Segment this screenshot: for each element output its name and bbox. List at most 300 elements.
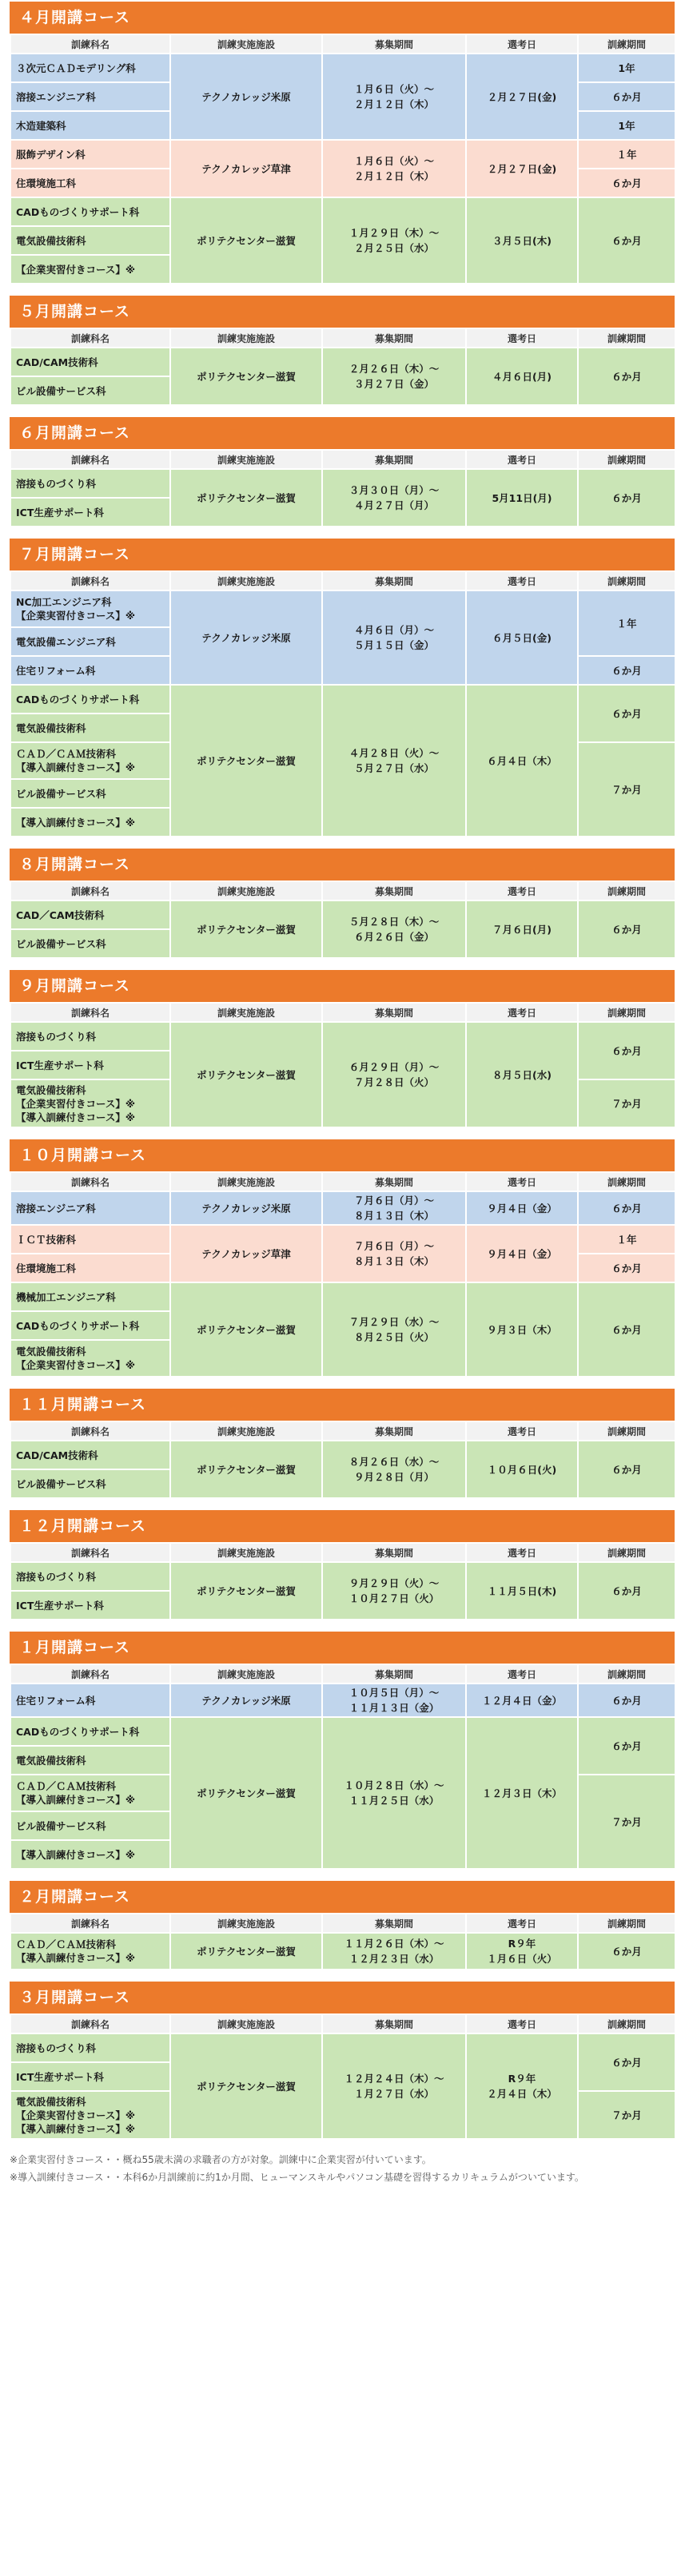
column-header: 訓練科名	[10, 328, 170, 348]
facility-cell	[170, 1282, 322, 1377]
column-header: 訓練科名	[10, 1543, 170, 1562]
course-name	[10, 498, 170, 527]
month-title: ９月開講コース	[10, 970, 675, 1002]
course-name-line: CADものづくりサポート科	[16, 693, 140, 706]
course-name-line: 溶接ものづくり科	[16, 1030, 97, 1043]
course-name-line: 【導入訓練付きコース】※	[16, 761, 136, 773]
course-name-line: ビル設備サービス科	[16, 1477, 106, 1490]
exam-date-cell	[466, 348, 578, 405]
table-row	[10, 469, 675, 498]
footnote: ※導入訓練付きコース・・本科6か月訓練前に約1か月間、ヒューマンスキルやパソコン基礎を習得するカリキュラムがついています。	[10, 2172, 584, 2183]
exam-date-cell-line: １０月６日(火)	[487, 1463, 557, 1476]
column-header: 訓練科名	[10, 571, 170, 590]
table-header-row	[10, 1172, 675, 1191]
column-header: 訓練科名	[10, 881, 170, 900]
column-header: 訓練実施施設	[170, 1421, 322, 1441]
month-title: １１月開講コース	[10, 1389, 675, 1421]
exam-date-cell	[466, 1191, 578, 1225]
exam-date-cell	[466, 1684, 578, 1717]
table-row	[10, 685, 675, 714]
facility-cell-line: ポリテクセンター滋賀	[197, 371, 296, 383]
exam-date-cell-line: ２月４日（木）	[487, 2088, 557, 2100]
duration-cell-line: ６か月	[611, 235, 642, 247]
course-name	[10, 1191, 170, 1225]
duration-cell-line: ６か月	[611, 1946, 642, 1958]
course-name-line: 【企業実習付きコース】※	[16, 610, 136, 622]
facility-cell-line: ポリテクセンター滋賀	[197, 2081, 296, 2093]
facility-cell-line: ポリテクセンター滋賀	[197, 924, 296, 936]
month-section	[10, 970, 675, 1128]
course-name-line: 電気設備技術科	[16, 722, 86, 734]
course-name-line: ビル設備サービス科	[16, 384, 106, 397]
duration-cell	[578, 1079, 675, 1127]
facility-cell-line: ポリテクセンター滋賀	[197, 1324, 296, 1336]
column-header: 訓練期間	[578, 1543, 675, 1562]
recruit-period-cell-line: ８月２５日（火）	[353, 1331, 434, 1343]
course-name-line: 電気設備技術科	[16, 234, 86, 247]
course-name-line: ICT生産サポート科	[16, 2070, 104, 2083]
course-name-line: 電気設備技術科	[16, 1346, 86, 1358]
month-section	[10, 1632, 675, 1870]
course-name	[10, 111, 170, 140]
duration-cell	[578, 1254, 675, 1282]
column-header: 訓練科名	[10, 1003, 170, 1022]
exam-date-cell-line: R９年	[508, 2073, 536, 2085]
course-name-line: 【導入訓練付きコース】※	[16, 816, 136, 829]
column-header: 選考日	[466, 571, 578, 590]
course-name	[10, 1441, 170, 1469]
month-title: ５月開講コース	[10, 296, 675, 328]
month-title: ４月開講コース	[10, 2, 675, 34]
course-name	[10, 1811, 170, 1840]
recruit-period-cell	[322, 197, 466, 284]
month-title: ７月開講コース	[10, 539, 675, 570]
column-header: 選考日	[466, 450, 578, 469]
table-row	[10, 54, 675, 82]
course-name	[10, 1225, 170, 1254]
duration-cell	[578, 2091, 675, 2139]
duration-cell-line: ６か月	[611, 1262, 642, 1274]
facility-cell	[170, 900, 322, 958]
exam-date-cell	[466, 1282, 578, 1377]
course-name	[10, 1775, 170, 1811]
month-title: ３月開講コース	[10, 1982, 675, 2013]
course-name	[10, 169, 170, 197]
course-name-line: 電気設備技術科	[16, 1083, 86, 1096]
column-header: 訓練期間	[578, 2014, 675, 2033]
recruit-period-cell-line: １０月２８日（水）～	[344, 1779, 444, 1791]
column-header: 選考日	[466, 1664, 578, 1684]
exam-date-cell	[466, 1022, 578, 1127]
course-name	[10, 376, 170, 405]
facility-cell	[170, 2033, 322, 2139]
column-header: 訓練期間	[578, 571, 675, 590]
recruit-period-cell-line: ６月２６日（金）	[353, 931, 434, 943]
course-name	[10, 1079, 170, 1127]
exam-date-cell	[466, 1717, 578, 1869]
recruit-period-cell-line: ３月２７日（金）	[353, 378, 434, 390]
course-name	[10, 1469, 170, 1498]
duration-cell-line: ６か月	[611, 177, 642, 189]
column-header: 訓練期間	[578, 1003, 675, 1022]
exam-date-cell	[466, 54, 578, 140]
table-row	[10, 348, 675, 376]
table-row	[10, 1022, 675, 1051]
exam-date-cell	[466, 900, 578, 958]
course-table	[10, 1002, 676, 1128]
recruit-period-cell	[322, 1441, 466, 1498]
month-section	[10, 296, 675, 406]
course-table	[10, 1913, 676, 1970]
course-name-line: 住環境施工科	[16, 1262, 77, 1274]
recruit-period-cell	[322, 348, 466, 405]
table-header-row	[10, 1421, 675, 1441]
course-name-line: 電気設備技術科	[16, 1754, 86, 1767]
course-name	[10, 1933, 170, 1970]
column-header: 訓練実施施設	[170, 881, 322, 900]
course-name-line: 【企業実習付きコース】※	[16, 2109, 136, 2121]
course-table	[10, 570, 676, 837]
facility-cell-line: ポリテクセンター滋賀	[197, 235, 296, 247]
month-section	[10, 1881, 675, 1970]
duration-cell	[578, 111, 675, 140]
duration-cell	[578, 1022, 675, 1079]
recruit-period-cell-line: １月２９日（木）～	[348, 227, 440, 239]
exam-date-cell	[466, 197, 578, 284]
duration-cell	[578, 1562, 675, 1620]
exam-date-cell-line: 5月11日(月)	[492, 491, 552, 504]
course-name-line: 溶接エンジニア科	[16, 1202, 96, 1214]
column-header: 募集期間	[322, 1543, 466, 1562]
exam-date-cell	[466, 1562, 578, 1620]
recruit-period-cell-line: ９月２８日（月）	[353, 1471, 434, 1483]
course-table	[10, 34, 676, 284]
exam-date-cell-line: ６月５日(金)	[492, 631, 552, 644]
column-header: 訓練科名	[10, 1914, 170, 1933]
course-name-line: 住環境施工科	[16, 177, 77, 189]
recruit-period-cell-line: ９月２９日（火）～	[348, 1577, 440, 1589]
exam-date-cell-line: ３月５日(木)	[492, 234, 552, 247]
duration-cell-line: １年	[616, 618, 637, 630]
exam-date-cell-line: R９年	[508, 1938, 536, 1950]
facility-cell	[170, 348, 322, 405]
column-header: 訓練科名	[10, 1421, 170, 1441]
table-header-row	[10, 2014, 675, 2033]
column-header: 訓練期間	[578, 1664, 675, 1684]
course-name	[10, 54, 170, 82]
duration-cell	[578, 197, 675, 284]
course-name	[10, 1254, 170, 1282]
course-name-line: ＣＡＤ／ＣＡＭ技術科	[16, 1780, 117, 1792]
column-header: 訓練科名	[10, 34, 170, 54]
column-header: 訓練期間	[578, 881, 675, 900]
exam-date-cell	[466, 685, 578, 837]
course-name-line: 【導入訓練付きコース】※	[16, 1794, 136, 1806]
course-name	[10, 808, 170, 837]
course-name	[10, 742, 170, 779]
course-name	[10, 348, 170, 376]
course-name-line: NC加工エンジニア科	[16, 596, 112, 608]
duration-cell	[578, 1225, 675, 1254]
exam-date-cell	[466, 1933, 578, 1970]
column-header: 募集期間	[322, 450, 466, 469]
duration-cell	[578, 590, 675, 656]
facility-cell	[170, 590, 322, 685]
exam-date-cell-line: ４月６日(月)	[492, 370, 552, 383]
duration-cell	[578, 1775, 675, 1869]
duration-cell-line: ７か月	[611, 2109, 642, 2121]
column-header: 募集期間	[322, 1172, 466, 1191]
table-header-row	[10, 571, 675, 590]
recruit-period-cell	[322, 685, 466, 837]
duration-cell	[578, 1282, 675, 1377]
exam-date-cell-line: １月６日（火）	[487, 1953, 557, 1965]
course-name	[10, 469, 170, 498]
course-name	[10, 714, 170, 742]
facility-cell-line: ポリテクセンター滋賀	[197, 1585, 296, 1597]
month-title: ６月開講コース	[10, 417, 675, 449]
course-name-line: 【企業実習付きコース】※	[16, 263, 136, 276]
facility-cell-line: ポリテクセンター滋賀	[197, 1787, 296, 1799]
facility-cell	[170, 685, 322, 837]
table-header-row	[10, 1914, 675, 1933]
column-header: 訓練期間	[578, 328, 675, 348]
course-table	[10, 449, 676, 527]
course-name	[10, 1051, 170, 1079]
column-header: 募集期間	[322, 571, 466, 590]
course-name-line: ビル設備サービス科	[16, 787, 106, 800]
column-header: 選考日	[466, 34, 578, 54]
exam-date-cell-line: ９月４日（金）	[487, 1247, 557, 1260]
recruit-period-cell-line: ４月２７日（月）	[353, 499, 434, 511]
course-name	[10, 1022, 170, 1051]
course-name-line: ＣＡＤ／ＣＡＭ技術科	[16, 1938, 117, 1950]
recruit-period-cell-line: ７月２９日（水）～	[348, 1316, 440, 1328]
table-row	[10, 1562, 675, 1591]
course-name-line: CAD／CAM技術科	[16, 908, 105, 921]
recruit-period-cell-line: ５月２７日（水）	[353, 762, 434, 774]
month-section	[10, 1139, 675, 1377]
column-header: 訓練実施施設	[170, 2014, 322, 2033]
recruit-period-cell-line: ５月１５日（金）	[353, 639, 434, 651]
recruit-period-cell-line: １月６日（火）～	[353, 155, 434, 167]
recruit-period-cell	[322, 900, 466, 958]
duration-cell	[578, 742, 675, 837]
recruit-period-cell-line: １２月２３日（水）	[348, 1953, 440, 1965]
column-header: 訓練実施施設	[170, 1914, 322, 1933]
facility-cell	[170, 54, 322, 140]
footnote: ※企業実習付きコース・・概ね55歳未満の求職者の方が対象。訓練中に企業実習が付いています。	[10, 2154, 432, 2165]
duration-cell	[578, 685, 675, 742]
duration-cell-line: ６か月	[611, 2057, 642, 2069]
recruit-period-cell-line: ２月１２日（木）	[353, 98, 434, 110]
facility-cell-line: ポリテクセンター滋賀	[197, 1464, 296, 1476]
recruit-period-cell-line: １１月２６日（木）～	[344, 1938, 444, 1950]
month-title: １２月開講コース	[10, 1510, 675, 1542]
course-name-line: 溶接ものづくり科	[16, 2041, 97, 2054]
footnotes	[10, 2151, 675, 2186]
recruit-period-cell	[322, 1191, 466, 1225]
duration-cell	[578, 140, 675, 169]
recruit-period-cell-line: ２月２６日（木）～	[348, 363, 440, 375]
table-row	[10, 197, 675, 226]
table-header-row	[10, 1003, 675, 1022]
column-header: 募集期間	[322, 2014, 466, 2033]
recruit-period-cell	[322, 1933, 466, 1970]
facility-cell-line: ポリテクセンター滋賀	[197, 755, 296, 767]
course-name	[10, 1717, 170, 1746]
column-header: 訓練科名	[10, 1664, 170, 1684]
facility-cell-line: ポリテクセンター滋賀	[197, 1946, 296, 1958]
course-name-line: ＩＣＴ技術科	[16, 1233, 77, 1246]
exam-date-cell	[466, 1225, 578, 1282]
column-header: 募集期間	[322, 34, 466, 54]
facility-cell-line: ポリテクセンター滋賀	[197, 1069, 296, 1081]
course-name	[10, 1562, 170, 1591]
recruit-period-cell	[322, 2033, 466, 2139]
table-row	[10, 900, 675, 929]
recruit-period-cell	[322, 469, 466, 527]
course-table	[10, 328, 676, 406]
course-name	[10, 929, 170, 958]
month-section	[10, 1389, 675, 1499]
duration-cell-line: ６か月	[611, 371, 642, 383]
duration-cell-line: ６か月	[611, 1464, 642, 1476]
facility-cell	[170, 140, 322, 197]
duration-cell	[578, 2033, 675, 2091]
recruit-period-cell-line: ７月６日（月）～	[353, 1195, 434, 1207]
duration-cell	[578, 1191, 675, 1225]
month-title: ２月開講コース	[10, 1881, 675, 1913]
duration-cell-line: 1年	[618, 62, 635, 74]
column-header: 訓練実施施設	[170, 34, 322, 54]
facility-cell-line: テクノカレッジ米原	[201, 91, 291, 103]
recruit-period-cell-line: ３月３０日（月）～	[348, 484, 440, 496]
course-name	[10, 2062, 170, 2091]
recruit-period-cell-line: ８月１３日（木）	[353, 1255, 434, 1267]
facility-cell	[170, 1441, 322, 1498]
course-name	[10, 1746, 170, 1775]
duration-cell	[578, 1684, 675, 1717]
recruit-period-cell-line: ７月２８日（火）	[353, 1076, 434, 1088]
duration-cell	[578, 1441, 675, 1498]
column-header: 募集期間	[322, 1664, 466, 1684]
duration-cell-line: ６か月	[611, 924, 642, 936]
exam-date-cell-line: １１月５日(木)	[487, 1584, 557, 1597]
exam-date-cell-line: ２月２７日(金)	[487, 90, 557, 103]
month-section	[10, 1982, 675, 2140]
recruit-period-cell-line: １２月２４日（木）～	[344, 2073, 444, 2085]
recruit-period-cell-line: ２月２５日（水）	[353, 242, 434, 254]
recruit-period-cell	[322, 1022, 466, 1127]
duration-cell	[578, 656, 675, 685]
recruit-period-cell	[322, 1684, 466, 1717]
recruit-period-cell-line: ４月２８日（火）～	[348, 747, 440, 759]
facility-cell	[170, 1191, 322, 1225]
month-section	[10, 417, 675, 527]
course-name-line: ICT生産サポート科	[16, 1599, 104, 1612]
course-name	[10, 140, 170, 169]
exam-date-cell-line: ８月５日(水)	[492, 1068, 552, 1081]
column-header: 訓練実施施設	[170, 328, 322, 348]
recruit-period-cell-line: ７月６日（月）～	[353, 1240, 434, 1252]
column-header: 訓練期間	[578, 1914, 675, 1933]
course-name	[10, 1282, 170, 1311]
facility-cell	[170, 197, 322, 284]
course-name	[10, 1591, 170, 1620]
course-table	[10, 2013, 676, 2140]
course-name-line: 溶接ものづくり科	[16, 477, 97, 490]
table-header-row	[10, 34, 675, 54]
exam-date-cell	[466, 1441, 578, 1498]
duration-cell-line: ６か月	[611, 665, 642, 677]
column-header: 訓練期間	[578, 1172, 675, 1191]
column-header: 訓練科名	[10, 2014, 170, 2033]
table-header-row	[10, 881, 675, 900]
duration-cell-line: ６か月	[611, 708, 642, 720]
facility-cell	[170, 1933, 322, 1970]
recruit-period-cell-line: ５月２８日（木）～	[348, 916, 440, 928]
course-name-line: CADものづくりサポート科	[16, 1319, 140, 1332]
table-row	[10, 590, 675, 627]
course-name-line: 服飾デザイン科	[16, 148, 86, 161]
facility-cell-line: テクノカレッジ草津	[201, 163, 291, 175]
recruit-period-cell	[322, 1282, 466, 1377]
column-header: 募集期間	[322, 1003, 466, 1022]
course-name	[10, 900, 170, 929]
recruit-period-cell	[322, 140, 466, 197]
table-header-row	[10, 1664, 675, 1684]
exam-date-cell	[466, 140, 578, 197]
facility-cell	[170, 1562, 322, 1620]
duration-cell-line: ７か月	[611, 1816, 642, 1828]
duration-cell	[578, 1933, 675, 1970]
exam-date-cell-line: １２月４日（金）	[481, 1694, 562, 1707]
course-name	[10, 2033, 170, 2062]
course-name-line: 【導入訓練付きコース】※	[16, 2122, 136, 2135]
recruit-period-cell	[322, 1562, 466, 1620]
table-row	[10, 2033, 675, 2062]
recruit-period-cell-line: １月６日（火）～	[353, 83, 434, 95]
facility-cell-line: テクノカレッジ米原	[201, 1695, 291, 1707]
course-table	[10, 881, 676, 959]
course-name	[10, 1684, 170, 1717]
course-name-line: 【導入訓練付きコース】※	[16, 1952, 136, 1964]
duration-cell-line: ７か月	[611, 784, 642, 796]
course-name-line: ICT生産サポート科	[16, 506, 104, 519]
duration-cell-line: 1年	[618, 120, 635, 132]
column-header: 訓練科名	[10, 1172, 170, 1191]
recruit-period-cell	[322, 1717, 466, 1869]
duration-cell	[578, 169, 675, 197]
recruit-period-cell-line: １０月５日（月）～	[348, 1687, 440, 1699]
duration-cell-line: １年	[616, 1234, 637, 1246]
exam-date-cell-line: ９月４日（金）	[487, 1202, 557, 1214]
course-name	[10, 1340, 170, 1377]
course-name-line: ＣＡＤ／ＣＡＭ技術科	[16, 748, 117, 760]
duration-cell	[578, 1717, 675, 1775]
course-name-line: 【導入訓練付きコース】※	[16, 1848, 136, 1861]
course-name-line: 溶接ものづくり科	[16, 1570, 97, 1583]
recruit-period-cell-line: １０月２７日（火）	[348, 1592, 440, 1604]
course-name-line: ３次元ＣＡＤモデリング科	[16, 62, 136, 74]
duration-cell-line: ７か月	[611, 1098, 642, 1110]
recruit-period-cell	[322, 54, 466, 140]
duration-cell-line: ６か月	[611, 91, 642, 103]
duration-cell-line: ６か月	[611, 492, 642, 504]
duration-cell-line: ６か月	[611, 1695, 642, 1707]
recruit-period-cell-line: １月２７日（水）	[353, 2088, 434, 2100]
